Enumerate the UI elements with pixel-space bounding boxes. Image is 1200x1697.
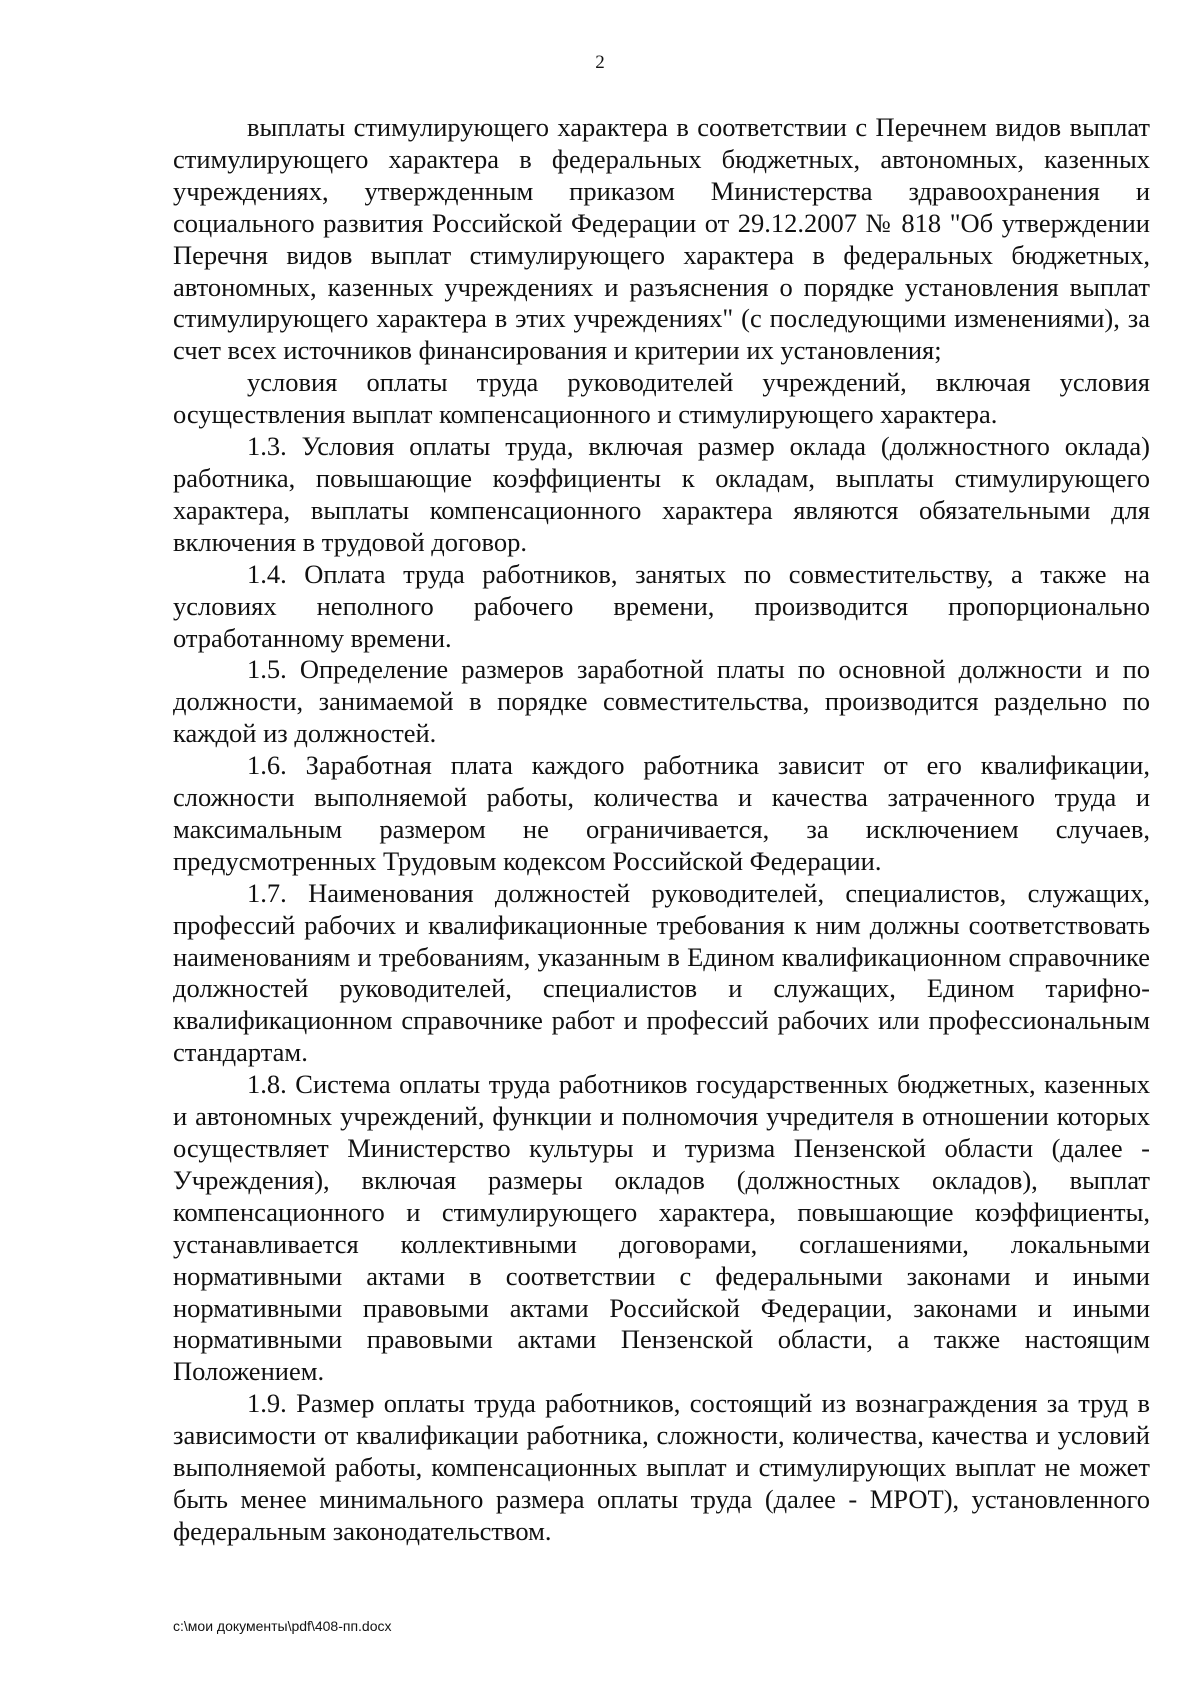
paragraph-stimulating-payments-list: выплаты стимулирующего характера в соответствии с Перечнем видов выплат стимулирующего характера в федеральных бюджетных, автономных, казенных учреждениях, утвержденным приказом Министерства здравоохранения и социального развития Российской Федерации от 29.12.2007 № 818 "Об утверждении Перечня видов выплат стимулирующего характера в федеральных бюджетных, автономных, казенных учреждениях и разъяснения о порядке установления выплат стимулирующего характера в этих учреждениях" (с последующими изменениями), за счет всех источников финансирования и критерии их установления; <box>173 112 1150 366</box>
paragraph-1-4: 1.4. Оплата труда работников, занятых по совместительству, а также на условиях неполного рабочего времени, производится пропорционально отработанному времени. <box>173 558 1150 653</box>
paragraph-1-3: 1.3. Условия оплаты труда, включая размер оклада (должностного оклада) работника, повышающие коэффициенты к окладам, выплаты стимулирующего характера, выплаты компенсационного характера являются обязательными для включения в трудовой договор. <box>173 431 1150 557</box>
paragraph-1-5: 1.5. Определение размеров заработной платы по основной должности и по должности, занимаемой в порядке совместительства, производится раздельно по каждой из должностей. <box>173 654 1150 749</box>
page-number: 2 <box>595 52 605 73</box>
paragraph-1-6: 1.6. Заработная плата каждого работника зависит от его квалификации, сложности выполняемой работы, количества и качества затраченного труда и максимальным размером не ограничивается, за исключением случаев, предусмотренных Трудовым кодексом Российской Федерации. <box>173 750 1150 876</box>
document-body <box>173 112 1150 1548</box>
paragraph-manager-pay-conditions: условия оплаты труда руководителей учреждений, включая условия осуществления выплат компенсационного и стимулирующего характера. <box>173 367 1150 430</box>
paragraph-1-8: 1.8. Система оплаты труда работников государственных бюджетных, казенных и автономных учреждений, функции и полномочия учредителя в отношении которых осуществляет Министерство культуры и туризма Пензенской области (далее - Учреждения), включая размеры окладов (должностных окладов), выплат компенсационного и стимулирующего характера, повышающие коэффициенты, устанавливается коллективными договорами, соглашениями, локальными нормативными актами в соответствии с федеральными законами и иными нормативными правовыми актами Российской Федерации, законами и иными нормативными правовыми актами Пензенской области, а также настоящим Положением. <box>173 1069 1150 1387</box>
paragraph-1-9: 1.9. Размер оплаты труда работников, состоящий из вознаграждения за труд в зависимости от квалификации работника, сложности, количества, качества и условий выполняемой работы, компенсационных выплат и стимулирующих выплат не может быть менее минимального размера оплаты труда (далее - МРОТ), установленного федеральным законодательством. <box>173 1388 1150 1546</box>
paragraph-1-7: 1.7. Наименования должностей руководителей, специалистов, служащих, профессий рабочих и квалификационные требования к ним должны соответствовать наименованиям и требованиям, указанным в Едином квалификационном справочнике должностей руководителей, специалистов и служащих, Едином тарифно-квалификационном справочнике работ и профессий рабочих или профессиональным стандартам. <box>173 877 1150 1068</box>
footer-file-path: c:\мои документы\pdf\408-пп.docx <box>173 1618 392 1634</box>
